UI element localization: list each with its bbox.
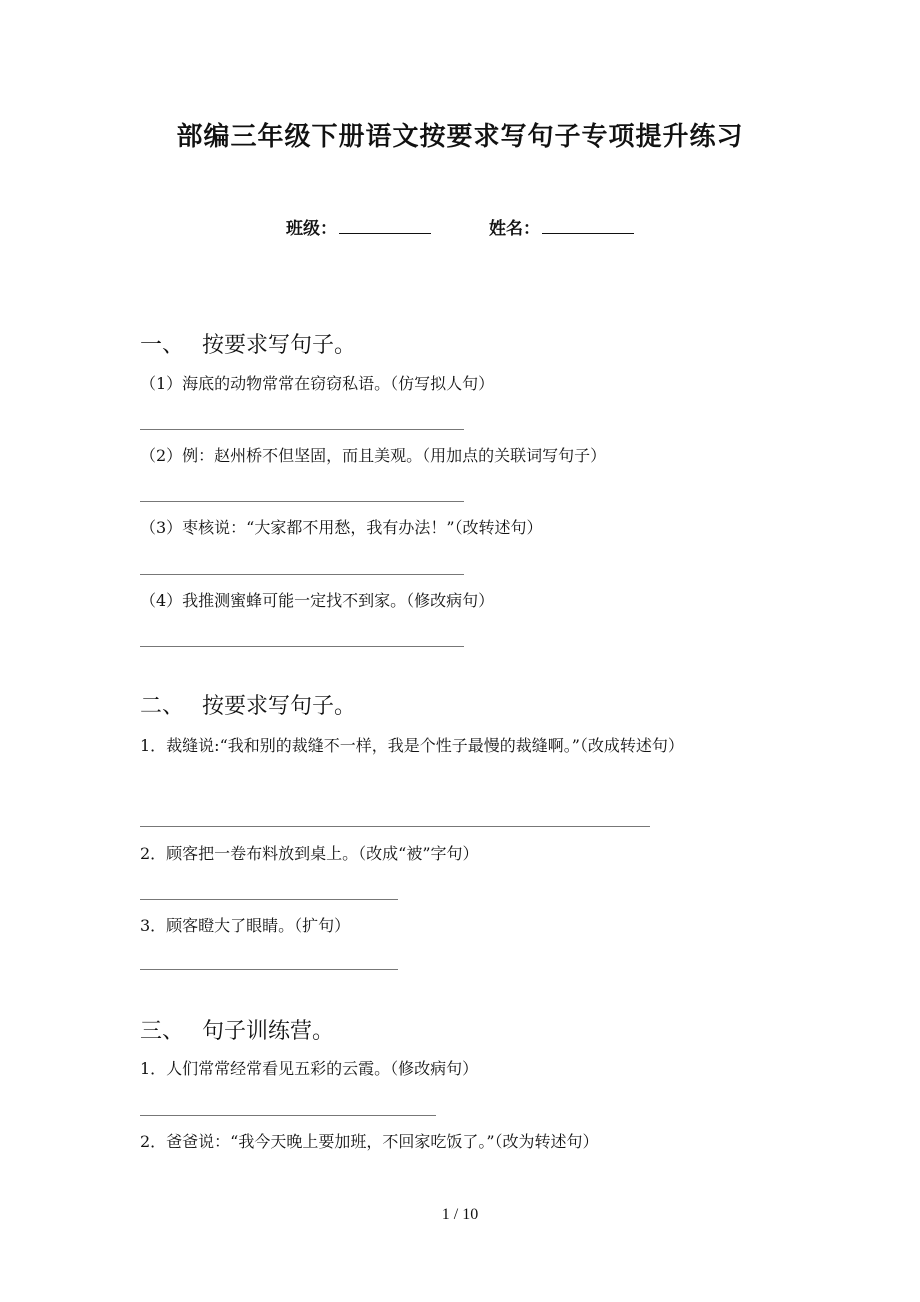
question: （2）例：赵州桥不但坚固，而且美观。（用加点的关联词写句子） — [140, 446, 607, 465]
answer-line[interactable] — [140, 646, 464, 647]
name-label: 姓名： — [488, 219, 540, 239]
section-1-heading — [140, 328, 356, 359]
page-title: 部编三年级下册语文按要求写句子专项提升练习 — [176, 122, 744, 152]
section-number: 三、 — [140, 1019, 185, 1044]
question: 2．顾客把一卷布料放到桌上。（改成“被”字句） — [140, 844, 479, 863]
question: 2．爸爸说：“我今天晚上要加班，不回家吃饭了。”（改为转述句） — [140, 1132, 599, 1151]
class-blank[interactable] — [339, 217, 431, 234]
section-title: 按要求写句子。 — [202, 694, 357, 719]
answer-line[interactable] — [140, 501, 464, 502]
answer-line[interactable] — [140, 1115, 436, 1116]
answer-line[interactable] — [140, 429, 464, 430]
question: （3）枣核说：“大家都不用愁，我有办法！”（改转述句） — [140, 518, 543, 537]
answer-line[interactable] — [140, 826, 650, 827]
question: （4）我推测蜜蜂可能一定找不到家。（修改病句） — [140, 591, 495, 610]
section-2-heading — [140, 689, 356, 720]
section-number: 一、 — [140, 333, 185, 358]
answer-line[interactable] — [140, 899, 398, 900]
section-3-heading — [140, 1014, 334, 1045]
class-label: 班级： — [286, 219, 338, 239]
question: 3．顾客瞪大了眼睛。（扩句） — [140, 916, 351, 935]
question: 1．人们常常经常看见五彩的云霞。（修改病句） — [140, 1059, 479, 1078]
section-title: 按要求写句子。 — [202, 333, 357, 358]
answer-line[interactable] — [140, 969, 398, 970]
question: 1．裁缝说:“我和别的裁缝不一样，我是个性子最慢的裁缝啊。”（改成转述句） — [140, 736, 684, 755]
section-number: 二、 — [140, 694, 185, 719]
student-info — [0, 214, 920, 239]
section-title: 句子训练营。 — [202, 1019, 335, 1044]
question: （1）海底的动物常常在窃窃私语。（仿写拟人句） — [140, 374, 495, 393]
page-indicator: 1 / 10 — [441, 1206, 479, 1223]
name-blank[interactable] — [542, 217, 634, 234]
answer-line[interactable] — [140, 574, 464, 575]
class-field — [286, 214, 431, 239]
name-field — [489, 214, 634, 239]
